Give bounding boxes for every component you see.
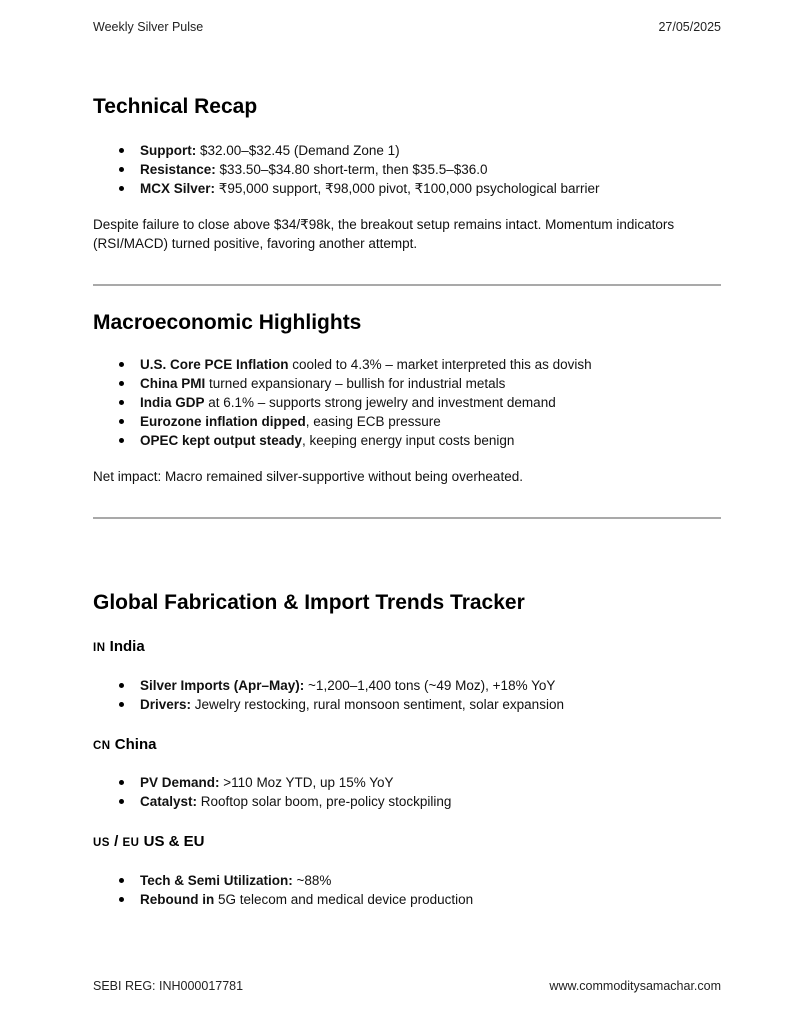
list-item: Eurozone inflation dipped, easing ECB pressure xyxy=(93,412,733,431)
macro-bullet-list xyxy=(93,355,733,450)
list-item: China PMI turned expansionary – bullish for industrial metals xyxy=(93,374,733,393)
list-item: India GDP at 6.1% – supports strong jewelry and investment demand xyxy=(93,393,733,412)
india-bullet-list xyxy=(93,676,733,714)
list-item: Rebound in 5G telecom and medical device production xyxy=(93,890,733,909)
sebi-registration: SEBI REG: INH000017781 xyxy=(93,979,244,993)
document-date: 27/05/2025 xyxy=(658,20,721,34)
document-title: Weekly Silver Pulse xyxy=(93,20,204,34)
subheading-us-eu: US / EU US & EU xyxy=(93,833,205,850)
us-eu-bullet-list xyxy=(93,871,733,909)
macro-paragraph: Net impact: Macro remained silver-supportive without being overheated. xyxy=(93,469,523,484)
list-item: Resistance: $33.50–$34.80 short-term, then $35.5–$36.0 xyxy=(93,160,733,179)
list-item: Drivers: Jewelry restocking, rural monsoon sentiment, solar expansion xyxy=(93,695,733,714)
india-flag-icon: IN xyxy=(93,642,106,654)
list-item: Catalyst: Rooftop solar boom, pre-policy stockpiling xyxy=(93,792,733,811)
website-link[interactable]: www.commoditysamachar.com xyxy=(549,979,721,993)
technical-paragraph: Despite failure to close above $34/₹98k, the breakout setup remains intact. Momentum indicators (RSI/MACD) turned positive, favoring another attempt. xyxy=(93,217,675,251)
list-item: Silver Imports (Apr–May): ~1,200–1,400 tons (~49 Moz), +18% YoY xyxy=(93,676,733,695)
china-flag-icon: CN xyxy=(93,740,111,752)
technical-bullet-list xyxy=(93,141,733,198)
list-item: Support: $32.00–$32.45 (Demand Zone 1) xyxy=(93,141,733,160)
list-item: MCX Silver: ₹95,000 support, ₹98,000 pivot, ₹100,000 psychological barrier xyxy=(93,179,733,198)
section-heading-technical-recap: Technical Recap xyxy=(93,95,258,118)
list-item: U.S. Core PCE Inflation cooled to 4.3% – market interpreted this as dovish xyxy=(93,355,733,374)
section-heading-global-trends: Global Fabrication & Import Trends Tracker xyxy=(93,591,525,614)
list-item: OPEC kept output steady, keeping energy input costs benign xyxy=(93,431,733,450)
list-item: Tech & Semi Utilization: ~88% xyxy=(93,871,733,890)
section-heading-macro: Macroeconomic Highlights xyxy=(93,311,362,334)
subheading-china: CN China xyxy=(93,736,157,753)
list-item: PV Demand: >110 Moz YTD, up 15% YoY xyxy=(93,773,733,792)
us-flag-icon: US xyxy=(93,837,110,849)
china-bullet-list xyxy=(93,773,733,811)
eu-flag-icon: EU xyxy=(122,837,140,849)
section-divider xyxy=(93,284,721,286)
section-divider xyxy=(93,517,721,519)
subheading-india: IN India xyxy=(93,638,145,655)
